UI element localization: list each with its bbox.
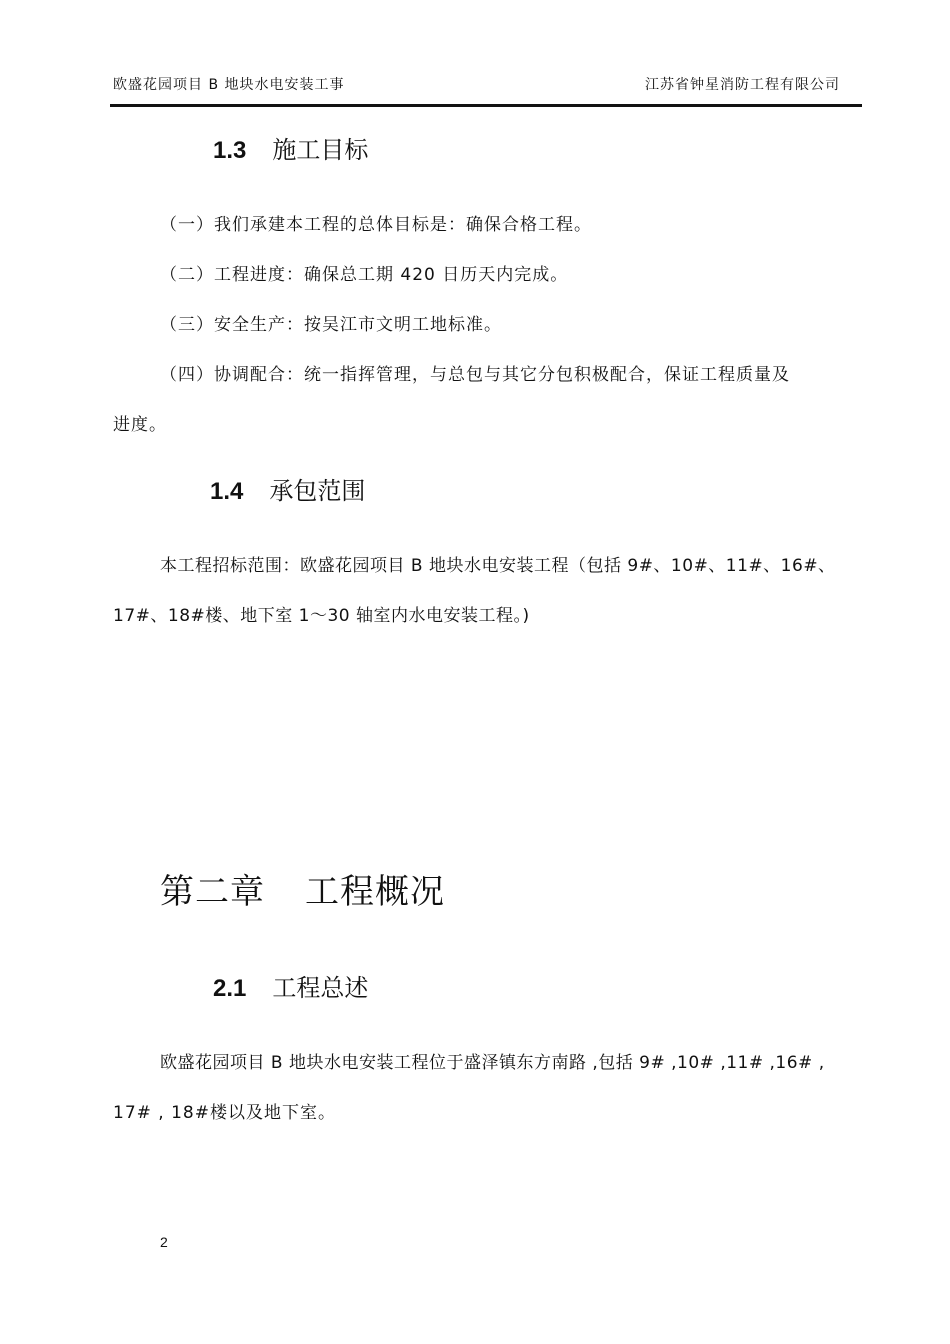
overview-line-2: 17# , 18#楼以及地下室。: [113, 1103, 336, 1123]
section-title: 施工目标: [272, 136, 369, 164]
overview-line-1: 欧盛花园项目 B 地块水电安装工程位于盛泽镇东方南路 ,包括 9# ,10# ,11# ,16# ,: [160, 1053, 825, 1073]
goal-item-4: （四）协调配合：统一指挥管理，与总包与其它分包积极配合，保证工程质量及: [160, 365, 790, 385]
chapter-number: 第二章: [160, 872, 265, 912]
section-heading-1-4: [210, 471, 365, 506]
goal-item-2: （二）工程进度：确保总工期 420 日历天内完成。: [160, 265, 569, 285]
goal-item-4-continued: 进度。: [113, 415, 167, 435]
header-company-name: 江苏省钟星消防工程有限公司: [645, 77, 840, 93]
goal-item-3: （三）安全生产：按吴江市文明工地标准。: [160, 315, 502, 335]
chapter-heading: [160, 864, 445, 913]
section-number: 1.4: [210, 478, 244, 505]
section-heading-1-3: [213, 130, 368, 165]
section-title: 承包范围: [269, 477, 366, 505]
scope-line-1: 本工程招标范围：欧盛花园项目 B 地块水电安装工程（包括 9#、10#、11#、16#、: [160, 556, 836, 576]
goal-item-1: （一）我们承建本工程的总体目标是：确保合格工程。: [160, 215, 592, 235]
header-divider: [110, 104, 862, 107]
section-number: 2.1: [213, 975, 247, 1002]
section-number: 1.3: [213, 137, 247, 164]
section-heading-2-1: [213, 968, 368, 1003]
scope-line-2: 17#、18#楼、地下室 1～30 轴室内水电安装工程。): [113, 606, 530, 626]
page-number: 2: [160, 1234, 168, 1250]
section-title: 工程总述: [272, 974, 369, 1002]
chapter-title: 工程概况: [305, 872, 445, 912]
header-project-title: 欧盛花园项目 B 地块水电安装工事: [113, 77, 345, 93]
